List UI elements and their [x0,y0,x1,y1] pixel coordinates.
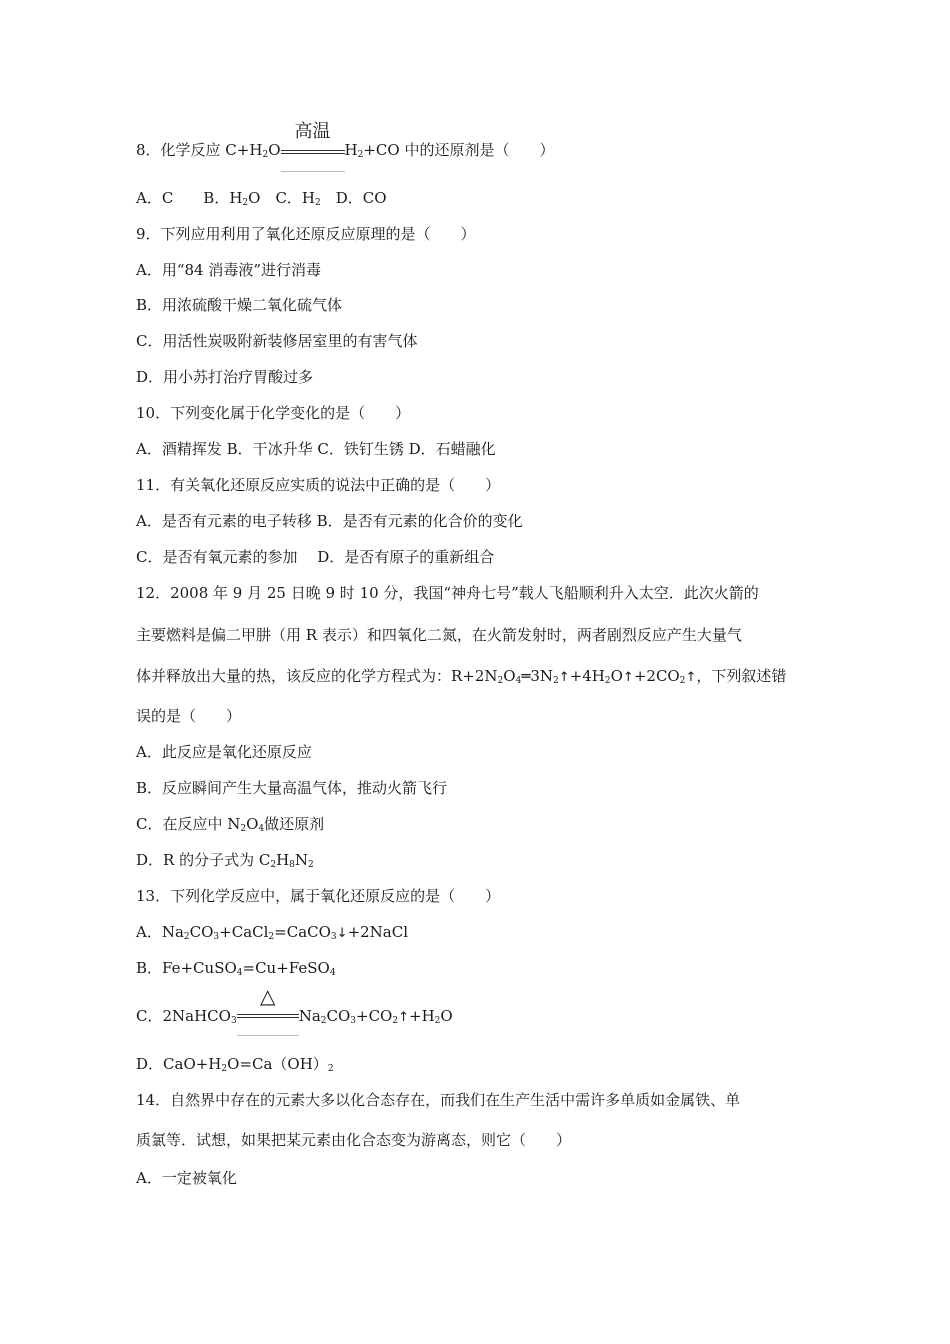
question-12-option-a: A．此反应是氧化还原反应 [136,743,312,761]
question-13-stem: 13．下列化学反应中，属于氧化还原反应的是（ ） [136,887,501,905]
question-11-options-ab: A．是否有元素的电子转移 B．是否有元素的化合价的变化 [136,512,523,530]
question-13-option-c: C．2NaHCO$_3$ △ $Na_2CO_3+CO_2↑+H_2O$ [136,1006,453,1028]
question-9-stem: 9．下列应用利用了氧化还原反应原理的是（ ） [136,225,476,243]
question-11-stem: 11．有关氧化还原反应实质的说法中正确的是（ ） [136,476,501,494]
reaction-condition-high-temperature: 高温 [281,140,345,160]
question-12-option-d: D．R 的分子式为 $C_2H_8N_2$ [136,851,314,870]
question-9-option-c: C．用活性炭吸附新装修居室里的有害气体 [136,332,418,350]
question-10-stem: 10．下列变化属于化学变化的是（ ） [136,404,411,422]
question-12-option-c: C．在反应中 $N_2O_4$做还原剂 [136,815,325,834]
question-8-options: A．C B．$H_2O$ C．$H_2$ D．CO [136,189,387,208]
reaction-condition-heating: △ [237,1006,299,1026]
question-14-line-2: 质氯等．试想，如果把某元素由化合态变为游离态，则它（ ） [136,1131,572,1149]
question-9-option-a: A．用“84 消毒液”进行消毒 [136,261,322,279]
question-9-option-b: B．用浓硫酸干燥二氧化硫气体 [136,296,343,314]
question-12-line-1: 12．2008 年 9 月 25 日晚 9 时 10 分，我国“神舟七号”载人飞船顺利升入太空．此次火箭的 [136,584,759,602]
question-12-line-3: 体并释放出大量的热，该反应的化学方程式为：$R+2N_2O_4═3N_2↑+4H_2O↑+2CO_2↑$，下列叙述错 [136,667,787,686]
question-14-option-a: A．一定被氧化 [136,1169,237,1187]
question-8-stem: 8．化学反应 $C+H_2O$ 高温 $H_2+CO$ 中的还原剂是（ ） [136,140,554,160]
question-14-line-1: 14．自然界中存在的元素大多以化合态存在，而我们在生产生活中需许多单质如金属铁、单 [136,1091,741,1109]
question-13-option-b: B．Fe+CuSO$_4$=Cu+FeSO$_4$ [136,959,336,978]
question-12-line-2: 主要燃料是偏二甲肼（用 R 表示）和四氧化二氮，在火箭发射时，两者剧烈反应产生大量气 [136,626,742,644]
question-11-options-cd: C．是否有氧元素的参加 D．是否有原子的重新组合 [136,548,495,566]
question-10-options: A．酒精挥发 B．干冰升华 C．铁钉生锈 D．石蜡融化 [136,440,496,458]
question-12-line-4: 误的是（ ） [136,707,242,725]
question-13-option-a: A．$Na_2CO_3+CaCl_2=CaCO_3↓+2NaCl$ [136,923,409,942]
question-9-option-d: D．用小苏打治疗胃酸过多 [136,368,314,386]
question-12-option-b: B．反应瞬间产生大量高温气体，推动火箭飞行 [136,779,448,797]
question-13-option-d: D．$CaO+H_2O=Ca(OH)_2$ [136,1055,334,1074]
